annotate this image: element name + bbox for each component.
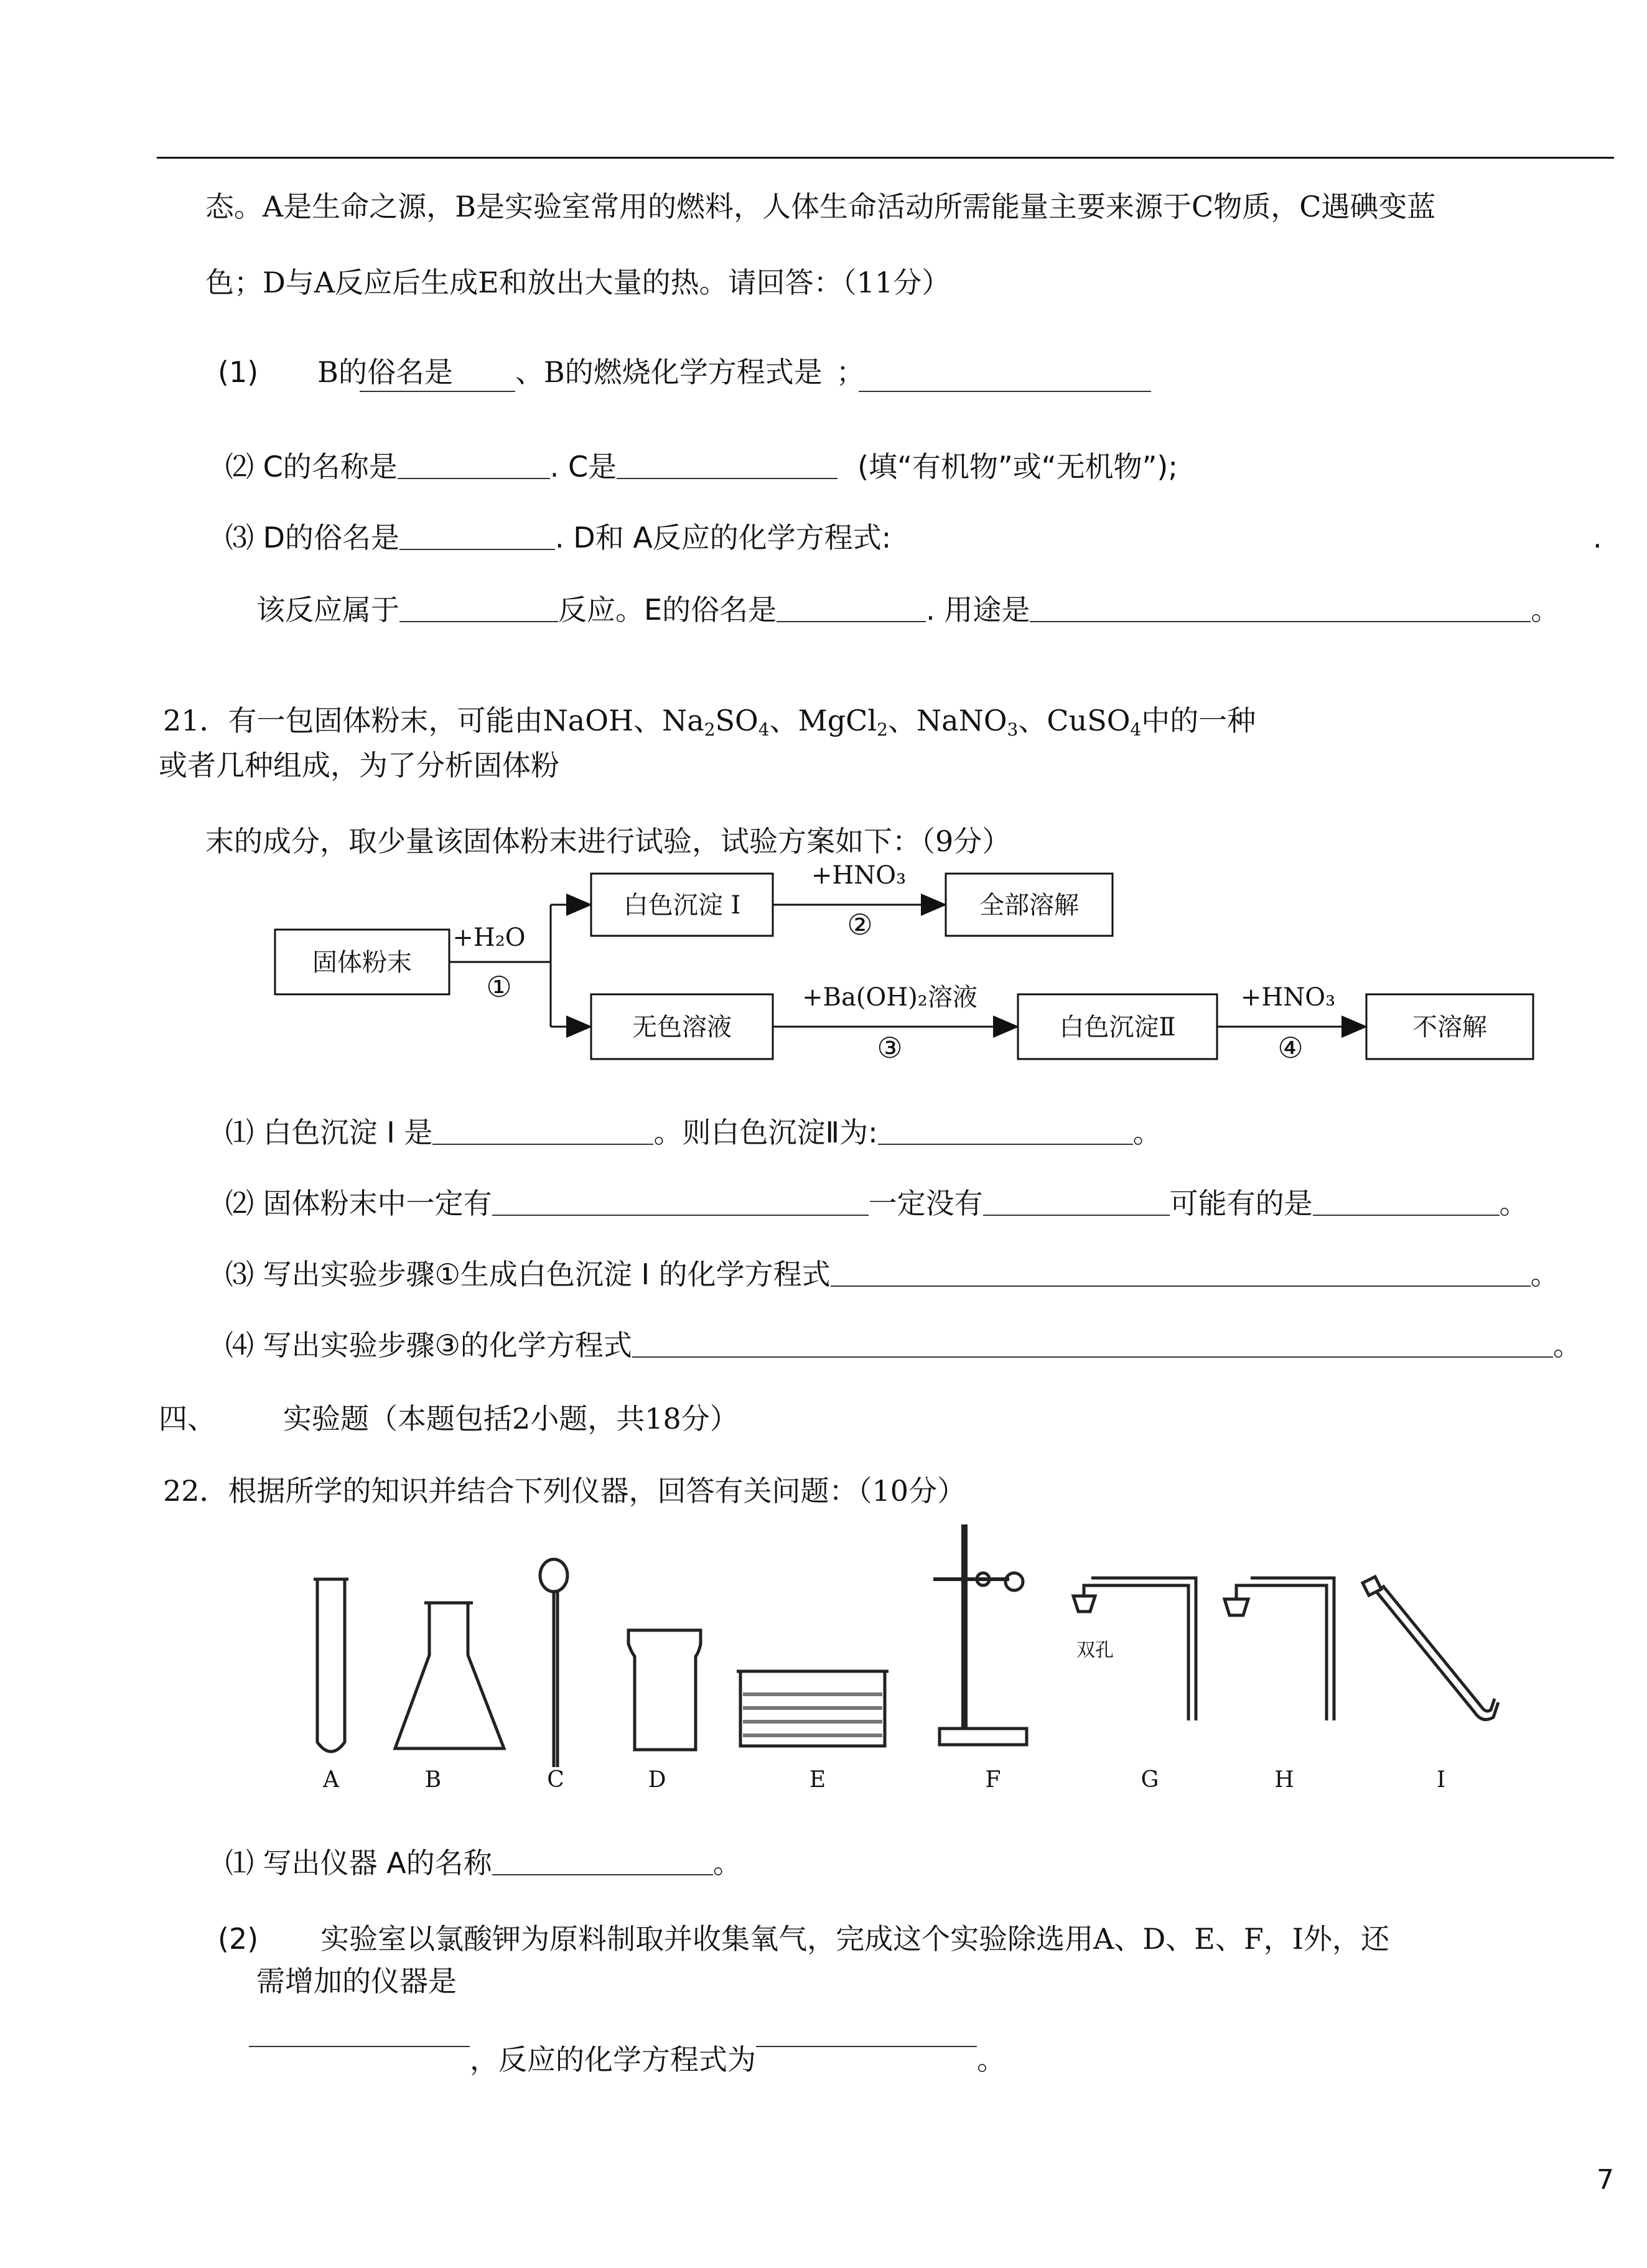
q20-part1: (1) B的俗名是 、B的燃烧化学方程式是 ；: [218, 353, 1151, 391]
blank-e-use[interactable]: [1030, 597, 1531, 622]
apparatus-label-d: D: [648, 1767, 666, 1792]
stopper-tube-h-icon: [1225, 1599, 1248, 1615]
blank-step3-equation[interactable]: [632, 1333, 1553, 1358]
blank-must-have[interactable]: [492, 1191, 869, 1216]
blank-reaction-equation[interactable]: [756, 2022, 977, 2047]
blank-precipitate-2[interactable]: [878, 1120, 1133, 1145]
apparatus-label-i: I: [1436, 1767, 1446, 1792]
apparatus-label-h: H: [1274, 1767, 1294, 1792]
q22-stem: 22．根据所学的知识并结合下列仪器，回答有关问题：（10分）: [163, 1474, 966, 1508]
blank-reaction-type[interactable]: [399, 597, 558, 622]
blank-instrument-a-name[interactable]: [492, 1850, 713, 1875]
page-number: 7: [1597, 2164, 1614, 2196]
reagent-3: +Ba(OH)₂溶液: [802, 983, 977, 1012]
q21-answer-2: ⑵ 固体粉末中一定有 一定没有 可能有的是 。: [225, 1187, 1528, 1220]
step-2: ②: [847, 908, 873, 941]
apparatus-label-a: A: [323, 1767, 339, 1792]
step-1: ①: [486, 970, 512, 1004]
label-white-precipitate-1: 白色沉淀 I: [623, 891, 741, 920]
q20-part4: 该反应属于 反应。E的俗名是 . 用途是 。: [256, 593, 1560, 627]
label-colorless-solution: 无色溶液: [632, 1013, 732, 1042]
flowchart: [268, 852, 1562, 1070]
label-white-precipitate-2: 白色沉淀Ⅱ: [1059, 1013, 1176, 1042]
q22-part2-line-3: ，反应的化学方程式为 。: [249, 2041, 1005, 2078]
blank-must-not-have[interactable]: [983, 1191, 1170, 1216]
label-solid-powder: 固体粉末: [312, 948, 412, 977]
blank-extra-instrument[interactable]: [249, 2022, 470, 2047]
reagent-2: +HNO₃: [811, 861, 907, 890]
stopper-tube-g-icon: [1073, 1596, 1095, 1612]
apparatus-label-b: B: [424, 1767, 442, 1792]
intro-line-1: 态。A是生命之源，B是实验室常用的燃料，人体生命活动所需能量主要来源于C物质，C遇碘变蓝: [205, 190, 1436, 223]
section-4-number: 四、: [159, 1402, 216, 1435]
blank-c-type[interactable]: [617, 454, 837, 479]
label-insoluble: 不溶解: [1412, 1013, 1487, 1042]
q22-part1: ⑴ 写出仪器 A的名称 。: [225, 1846, 742, 1880]
q22-part2-line-1: (2) 实验室以氯酸钾为原料制取并收集氧气，完成这个实验除选用A、D、E、F，I外，还: [218, 1922, 1389, 1956]
blank-b-equation[interactable]: [859, 367, 1151, 392]
blank-b-name[interactable]: [360, 367, 515, 392]
q21-stem-line-1: 21．有一包固体粉末，可能由NaOH、$Na_2SO_4$、MgCl$_2$、NaNO$_3$、CuSO$_4$中的一种: [163, 704, 1256, 740]
q21-answer-4: ⑷ 写出实验步骤③的化学方程式 。: [225, 1328, 1582, 1362]
reagent-1: +H₂O: [452, 923, 526, 952]
step-3: ③: [877, 1031, 903, 1065]
step-4: ④: [1277, 1031, 1304, 1065]
blank-step1-equation[interactable]: [831, 1262, 1531, 1287]
apparatus-label-f: F: [985, 1767, 1001, 1792]
q20-part3: ⑶ D的俗名是 . D和 A反应的化学方程式:: [225, 521, 892, 554]
blank-precipitate-1[interactable]: [432, 1120, 653, 1145]
q22-part2-line-2: 需增加的仪器是: [256, 1964, 457, 1998]
q21-stem-line-3: 末的成分，取少量该固体粉末进行试验，试验方案如下：（9分）: [205, 824, 1011, 858]
q21-stem-line-2: 或者几种组成，为了分析固体粉: [159, 749, 559, 782]
test-tube-icon: [317, 1580, 345, 1752]
blank-may-have[interactable]: [1313, 1191, 1500, 1216]
apparatus-label-g: G: [1141, 1767, 1159, 1792]
conical-flask-icon: [395, 1604, 504, 1748]
gas-bottle-icon: [628, 1630, 701, 1750]
blank-c-name[interactable]: [398, 454, 550, 479]
reagent-4: +HNO₃: [1240, 983, 1336, 1012]
g-note-double-hole: 双孔: [1076, 1640, 1114, 1661]
q21-answer-3: ⑶ 写出实验步骤①生成白色沉淀 I 的化学方程式 。: [225, 1258, 1559, 1291]
header-rule: [157, 157, 1614, 159]
intro-line-2: 色；D与A反应后生成E和放出大量的热。请回答：（11分）: [205, 266, 951, 299]
q20-part2: ⑵ C的名称是 . C是 (填“有机物”或“无机物”);: [225, 450, 1178, 483]
apparatus-label-c: C: [547, 1767, 564, 1792]
label-dissolve-all: 全部溶解: [979, 891, 1079, 920]
q21-answer-1: ⑴ 白色沉淀 I 是 。则白色沉淀Ⅱ为: 。: [225, 1116, 1162, 1149]
blank-e-name[interactable]: [777, 597, 926, 622]
q20-part3-end: .: [1593, 521, 1602, 554]
blank-d-name[interactable]: [399, 525, 555, 550]
apparatus-label-e: E: [809, 1767, 826, 1792]
lab-apparatus-figure: [292, 1506, 1512, 1792]
section-4-title: 实验题（本题包括2小题，共18分）: [283, 1402, 739, 1435]
funnel-icon: [540, 1559, 567, 1592]
